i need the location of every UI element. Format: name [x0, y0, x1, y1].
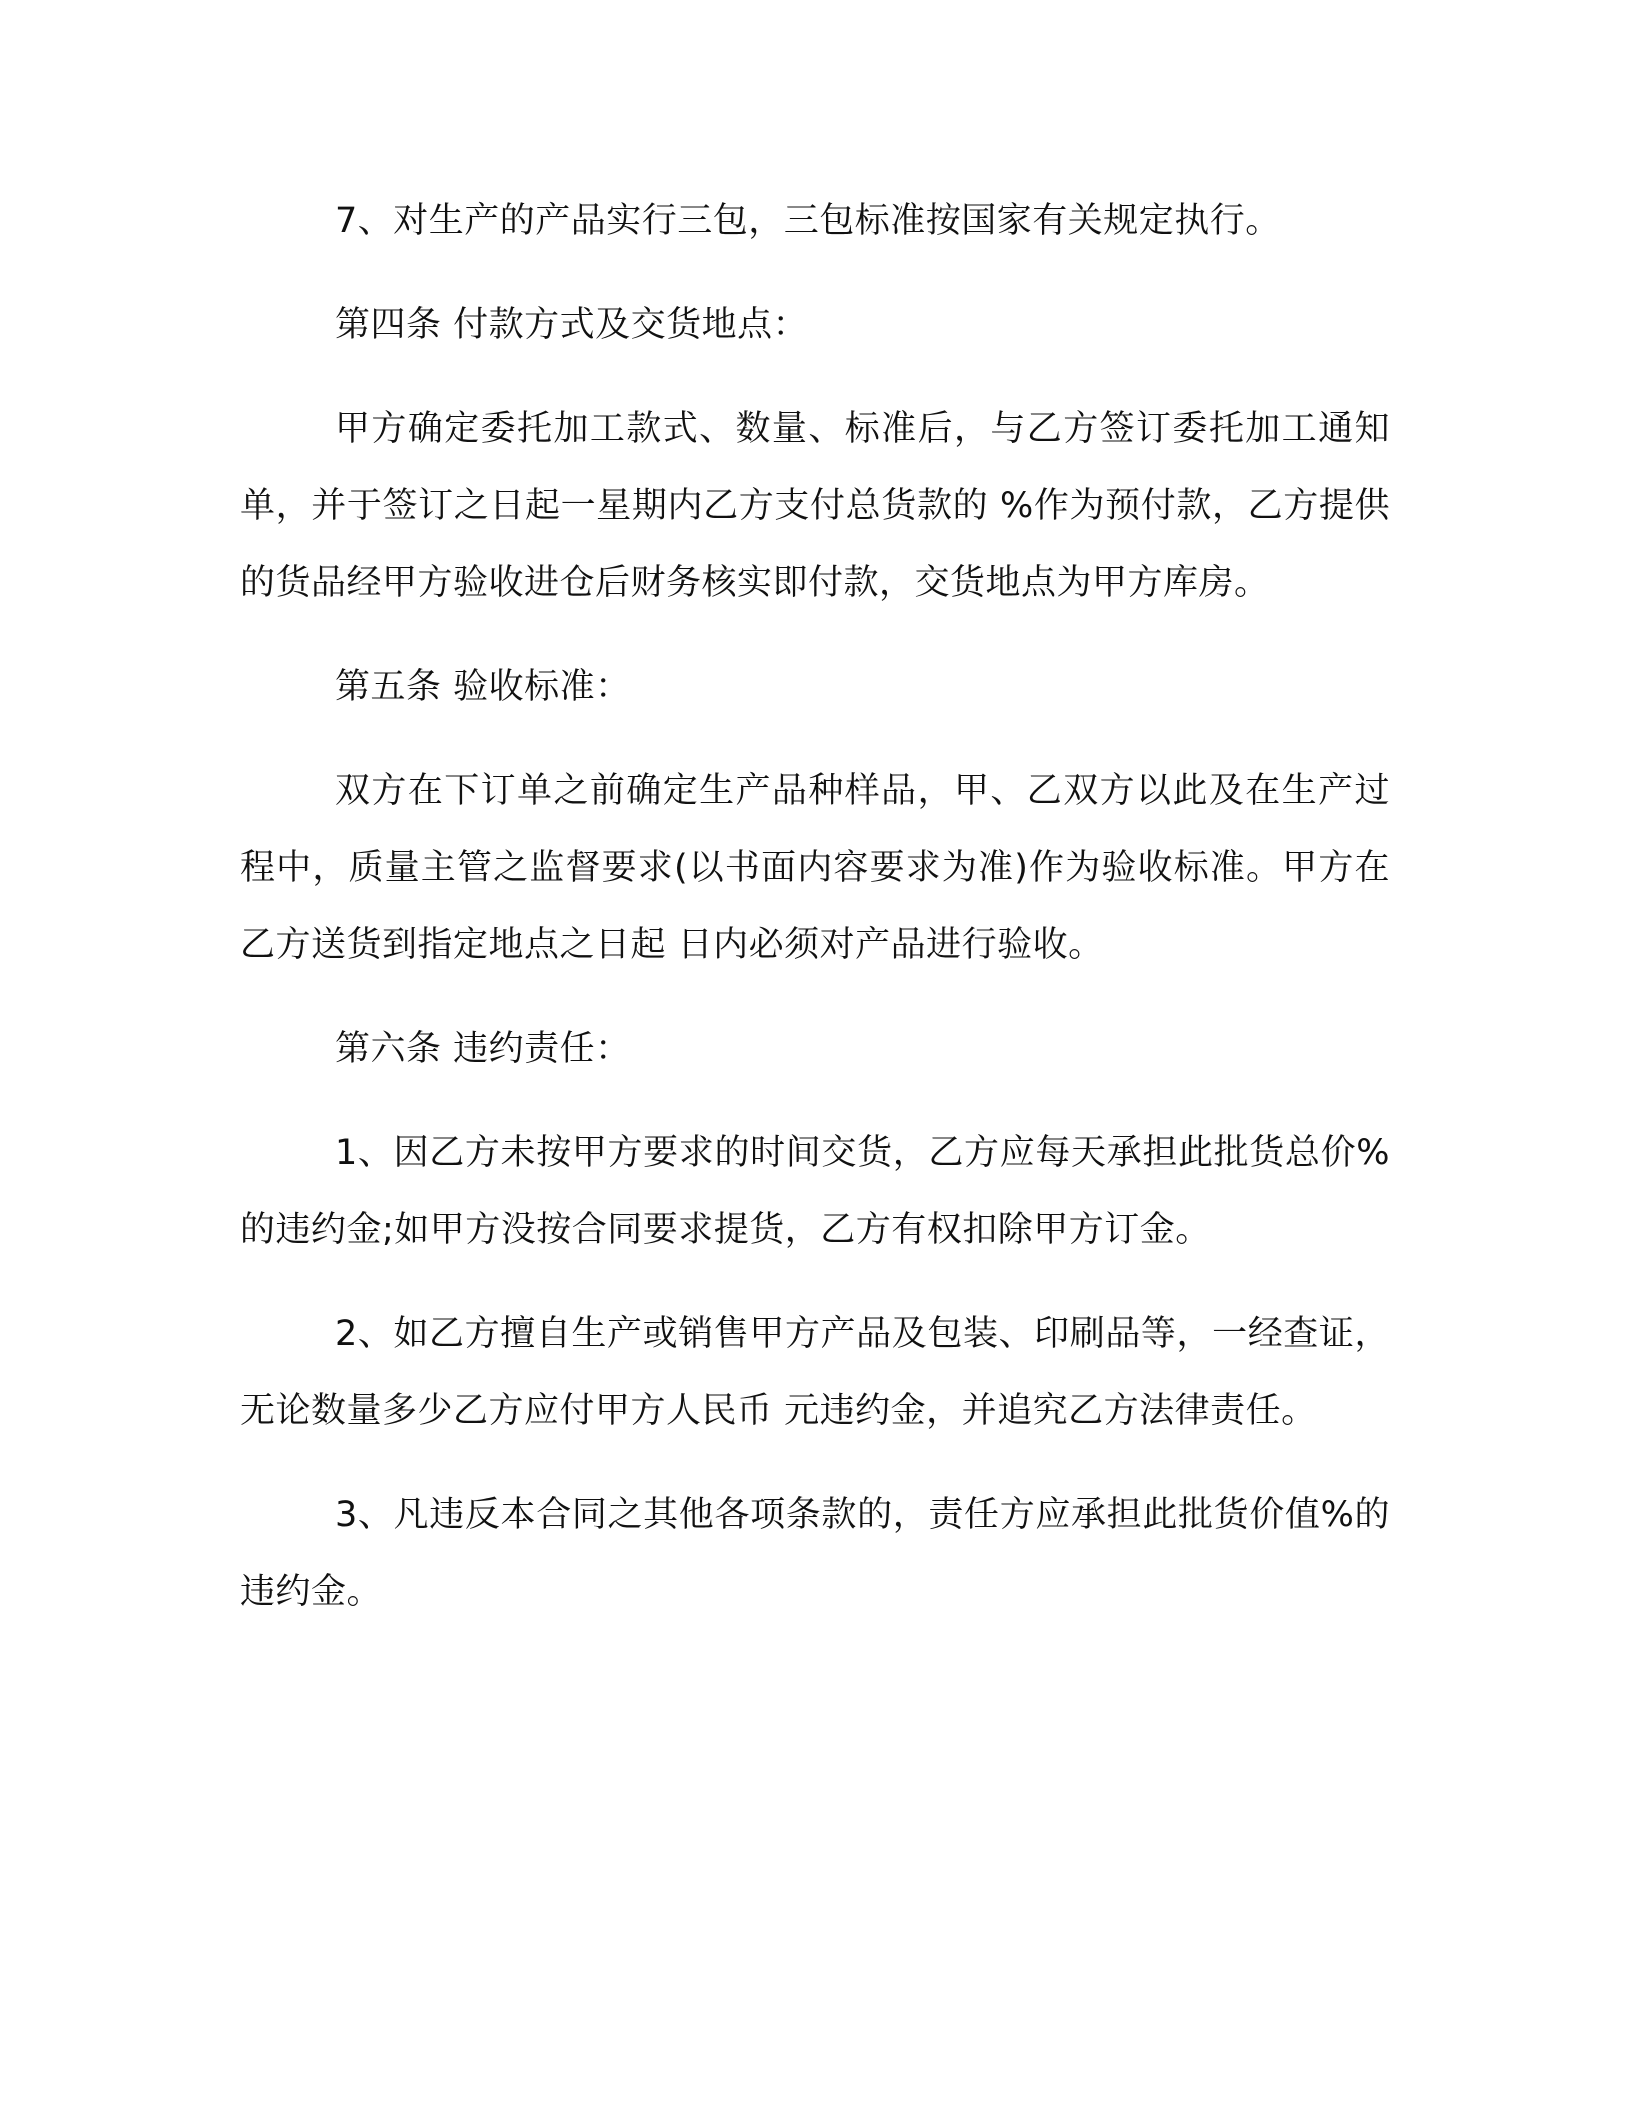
article-6-item-1: 1、因乙方未按甲方要求的时间交货，乙方应每天承担此批货总价%的违约金;如甲方没按合同要求提货，乙方有权扣除甲方订金。 — [240, 1133, 1390, 1250]
paragraph-gap — [240, 260, 1390, 287]
article-6-item-3: 3、凡违反本合同之其他各项条款的，责任方应承担此批货价值%的违约金。 — [240, 1495, 1390, 1612]
paragraph-gap — [240, 1088, 1390, 1115]
paragraph-gap — [240, 1269, 1390, 1296]
document-body — [240, 183, 1390, 1631]
paragraph-gap — [240, 622, 1390, 649]
article-4-heading: 第四条 付款方式及交货地点： — [335, 305, 809, 345]
paragraph-gap — [240, 364, 1390, 391]
paragraph-gap — [240, 726, 1390, 753]
clause-7-warranty: 7、对生产的产品实行三包，三包标准按国家有关规定执行。 — [335, 201, 1281, 241]
paragraph-gap — [240, 984, 1390, 1011]
paragraph-gap — [240, 1450, 1390, 1477]
article-5-heading: 第五条 验收标准： — [335, 667, 631, 707]
article-6-heading: 第六条 违约责任： — [335, 1029, 631, 1069]
article-4-body: 甲方确定委托加工款式、数量、标准后，与乙方签订委托加工通知单，并于签订之日起一星期内乙方支付总货款的 %作为预付款，乙方提供的货品经甲方验收进仓后财务核实即付款，交货地点为甲方库房。 — [240, 409, 1390, 603]
article-6-item-2: 2、如乙方擅自生产或销售甲方产品及包装、印刷品等，一经查证，无论数量多少乙方应付甲方人民币 元违约金，并追究乙方法律责任。 — [240, 1314, 1390, 1431]
article-5-body: 双方在下订单之前确定生产品种样品，甲、乙双方以此及在生产过程中，质量主管之监督要求(以书面内容要求为准)作为验收标准。甲方在乙方送货到指定地点之日起 日内必须对产品进行验收。 — [240, 771, 1390, 965]
